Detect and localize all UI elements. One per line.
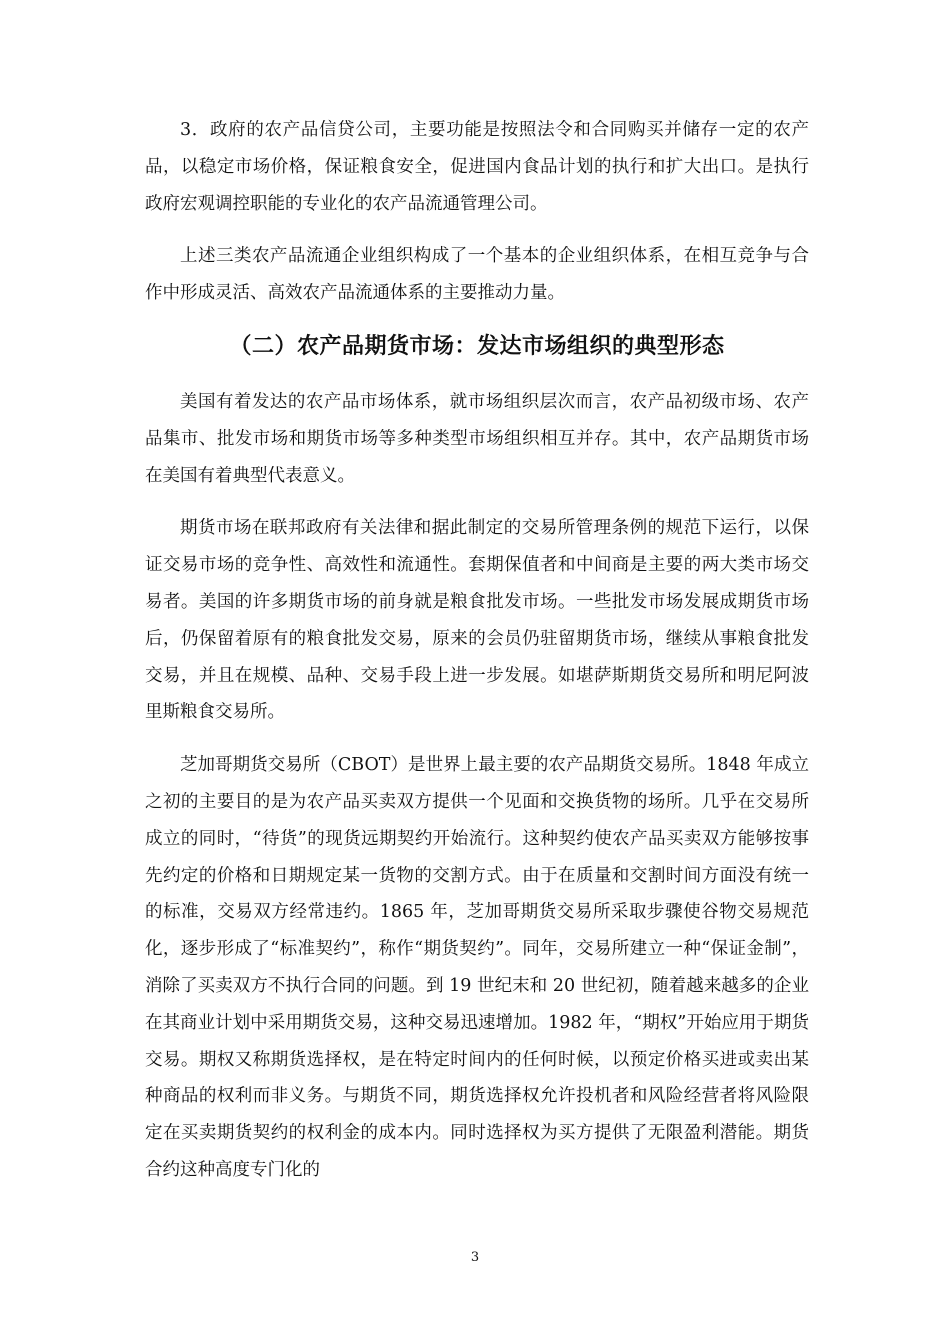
paragraph-enterprise-system: 上述三类农产品流通企业组织构成了一个基本的企业组织体系，在相互竞争与合作中形成灵活、高效农产品流通体系的主要推动力量。 bbox=[145, 246, 809, 304]
paragraph-credit-corporation: 3．政府的农产品信贷公司，主要功能是按照法令和合同购买并储存一定的农产品，以稳定市场价格，保证粮食安全，促进国内食品计划的执行和扩大出口。是执行政府宏观调控职能的专业化的农产品流通管理公司。 bbox=[145, 120, 809, 214]
paragraph-cbot-history: 芝加哥期货交易所（CBOT）是世界上最主要的农产品期货交易所。1848 年成立之初的主要目的是为农产品买卖双方提供一个见面和交换货物的场所。几乎在交易所成立的同时，“待货”的现货远期契约开始流行。这种契约使农产品买卖双方能够按事先约定的价格和日期规定某一货物的交割方式。由于在质量和交割时间方面没有统一的标准，交易双方经常违约。1865 年，芝加哥期货交易所采取步骤使谷物交易规范化，逐步形成了“标准契约”，称作“期货契约”。同年，交易所建立一种“保证金制”，消除了买卖双方不执行合同的问题。到 19 世纪末和 20 世纪初，随着越来越多的企业在其商业计划中采用期货交易，这种交易迅速增加。1982 年，“期权”开始应用于期货交易。期权又称期货选择权，是在特定时间内的任何时候，以预定价格买进或卖出某种商品的权利而非义务。与期货不同，期货选择权允许投机者和风险经营者将风险限定在买卖期货契约的权利金的成本内。同时选择权为买方提供了无限盈利潜能。期货合约这种高度专门化的 bbox=[145, 755, 809, 1180]
section-heading: （二）农产品期货市场：发达市场组织的典型形态 bbox=[229, 332, 725, 359]
paragraph-market-system: 美国有着发达的农产品市场体系，就市场组织层次而言，农产品初级市场、农产品集市、批发市场和期货市场等多种类型市场组织相互并存。其中，农产品期货市场在美国有着典型代表意义。 bbox=[145, 391, 809, 486]
paragraph-futures-regulation: 期货市场在联邦政府有关法律和据此制定的交易所管理条例的规范下运行，以保证交易市场的竞争性、高效性和流通性。套期保值者和中间商是主要的两大类市场交易者。美国的许多期货市场的前身就是粮食批发市场。一些批发市场发展成期货市场后，仍保留着原有的粮食批发交易，原来的会员仍驻留期货市场，继续从事粮食批发交易，并且在规模、品种、交易手段上进一步发展。如堪萨斯期货交易所和明尼阿波里斯粮食交易所。 bbox=[145, 518, 809, 723]
page-body bbox=[145, 112, 809, 1205]
page-number: 3 bbox=[470, 1250, 480, 1265]
